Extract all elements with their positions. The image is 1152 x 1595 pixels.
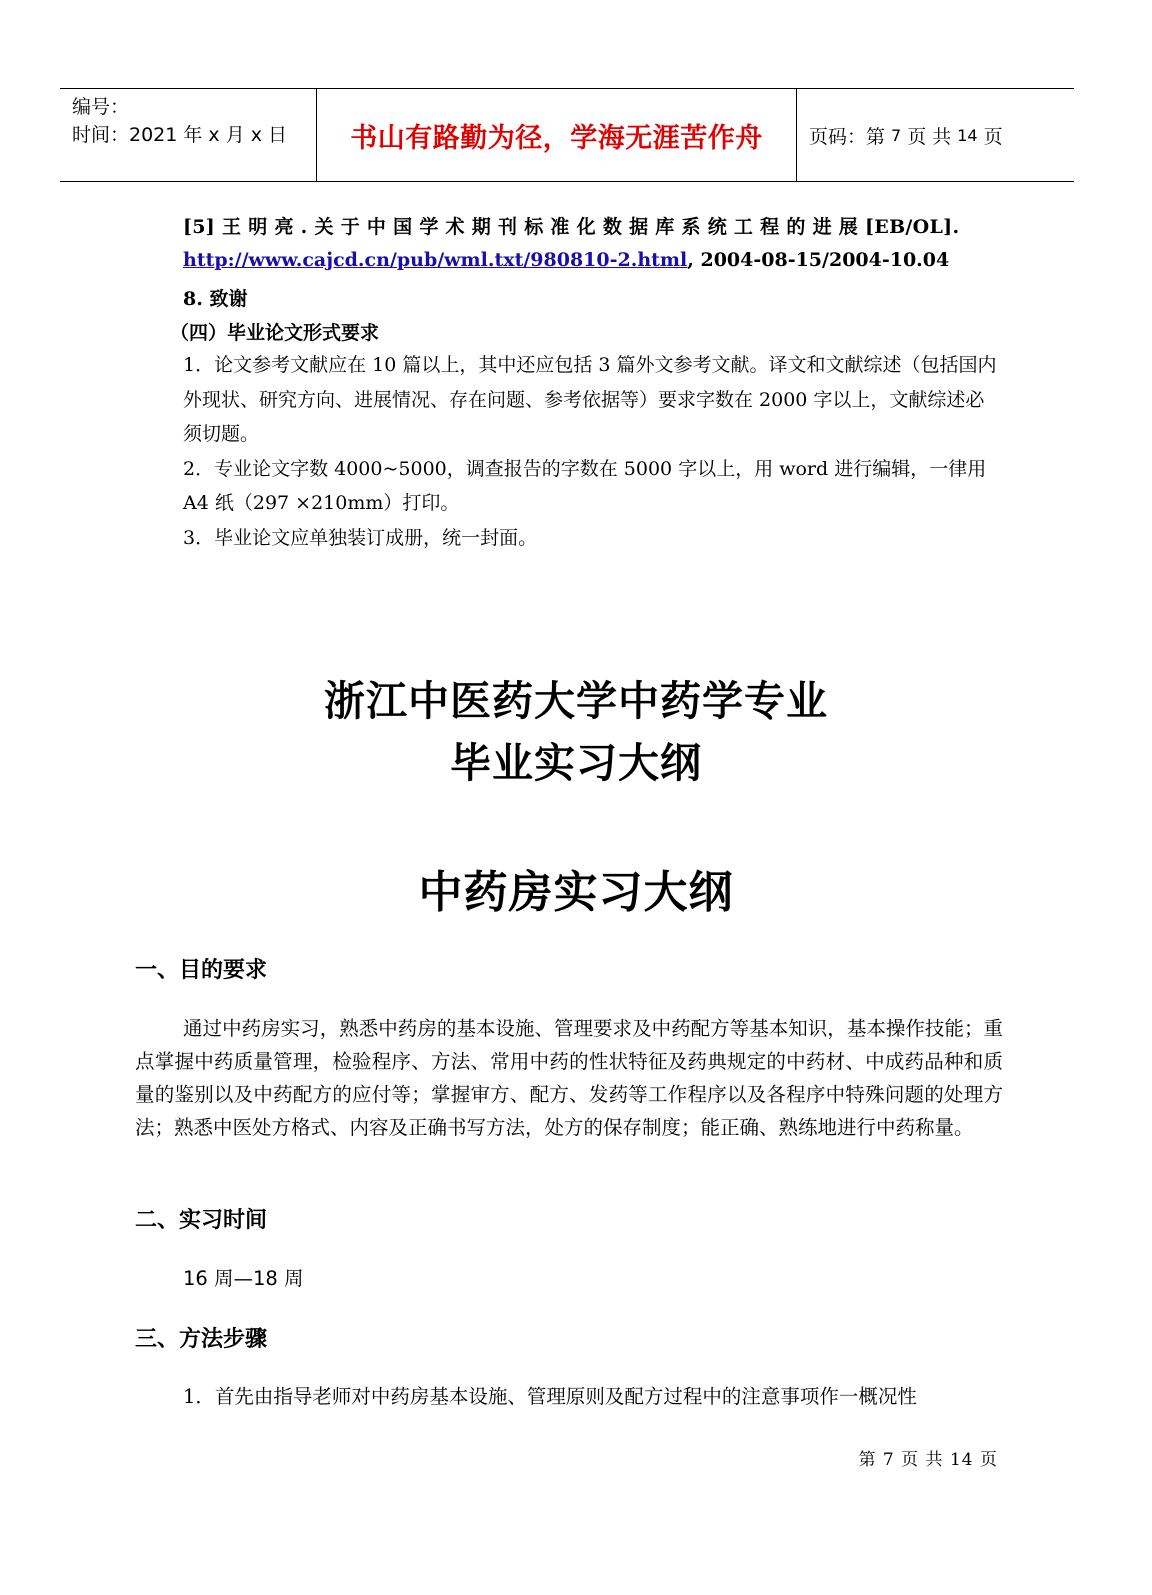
page-total: 14: [957, 125, 978, 145]
format-item-1: 1．论文参考文献应在 10 篇以上，其中还应包括 3 篇外文参考文献。译文和文献综述（包括国内外现状、研究方向、进展情况、存在问题、参考依据等）要求字数在 2000 字以上，文献综述必须切题。: [183, 354, 997, 445]
format-item-2: 2．专业论文字数 4000~5000，调查报告的字数在 5000 字以上，用 word 进行编辑，一律用 A4 纸（297 ×210mm）打印。: [183, 457, 987, 514]
objectives-text: 通过中药房实习，熟悉中药房的基本设施、管理要求及中药配方等基本知识，基本操作技能；重点掌握中药质量管理，检验程序、方法、常用中药的性状特征及药典规定的中药材、中成药品种和质量的鉴别以及中药配方的应付等；掌握审方、配方、发药等工作程序以及各程序中特殊问题的处理方法；熟悉中医处方格式、内容及正确书写方法，处方的保存制度；能正确、熟练地进行中药称量。: [135, 1017, 1003, 1139]
document-title-line1: 浙江中医药大学中药学专业: [324, 677, 828, 725]
page-prefix: 页码：第: [809, 125, 886, 148]
acknowledgement-item: 8. 致谢: [183, 288, 248, 310]
section-body-objectives: [135, 1012, 1003, 1144]
section-heading-objectives: 一、目的要求: [135, 958, 268, 983]
page-suffix: 页: [983, 125, 1003, 148]
section-body-time: 16 周—18 周: [183, 1267, 304, 1290]
page-current: 7: [891, 125, 902, 145]
reference-line: [5] 王 明 亮 . 关 于 中 国 学 术 期 刊 标 准 化 数 据 库 系 统 工 程 的 进 展 [EB/OL].: [183, 216, 960, 238]
reference-url-line: [183, 249, 949, 271]
page-footer: 第 7 页 共 14 页: [858, 1450, 998, 1470]
document-title-line2: 毕业实习大纲: [450, 739, 702, 787]
format-heading: （四）毕业论文形式要求: [170, 322, 380, 344]
document-subtitle: 中药房实习大纲: [418, 867, 734, 918]
header-info-cell: [60, 89, 317, 181]
time-label: 时间：2021 年 x 月 x 日: [72, 124, 288, 146]
format-list: [183, 348, 1001, 555]
reference-link[interactable]: http://www.cajcd.cn/pub/wml.txt/980810-2.html: [183, 249, 688, 271]
number-label: 编号：: [72, 96, 130, 118]
header-page-indicator: [797, 89, 1074, 181]
section-heading-methods: 三、方法步骤: [135, 1327, 268, 1352]
page-mid: 页 共: [907, 125, 952, 148]
section-heading-time: 二、实习时间: [135, 1208, 268, 1233]
section-body-methods: 1．首先由指导老师对中药房基本设施、管理原则及配方过程中的注意事项作一概况性: [183, 1385, 917, 1408]
header-motto: 书山有路勤为径，学海无涯苦作舟: [317, 89, 797, 181]
page-header: [60, 88, 1074, 182]
reference-dates: , 2004-08-15/2004-10.04: [687, 249, 950, 271]
format-item-3: 3．毕业论文应单独装订成册，统一封面。: [183, 526, 538, 549]
